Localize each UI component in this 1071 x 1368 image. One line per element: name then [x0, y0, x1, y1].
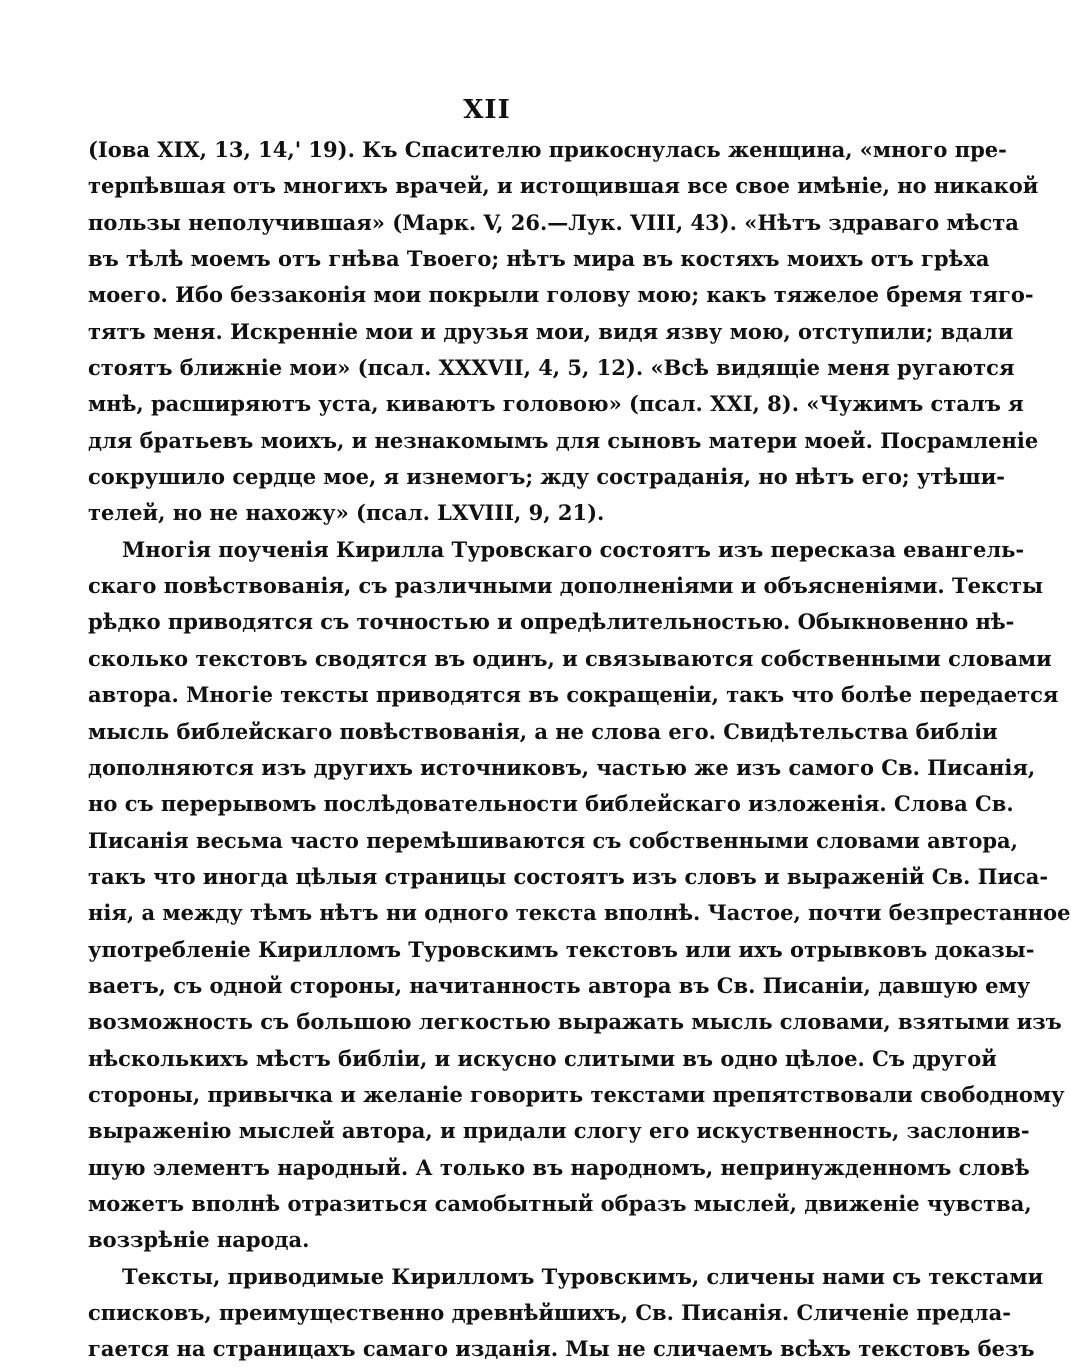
text-line: терпѣвшая отъ многихъ врачей, и истощившая все свое имѣніе, но никакой — [88, 173, 1039, 199]
text-line: нія, а между тѣмъ нѣтъ ни одного текста вполнѣ. Частое, почти безпрестанное — [88, 900, 1071, 926]
text-line: гается на страницахъ самаго изданія. Мы не сличаемъ всѣхъ текстовъ безъ — [88, 1336, 1035, 1362]
text-line: стороны, привычка и желаніе говорить текстами препятствовали свободному — [88, 1081, 1065, 1107]
text-line: телей, но не нахожу» (псал. LXVIII, 9, 21). — [88, 500, 605, 526]
text-line: сколько текстовъ сводятся въ одинъ, и связываются собственными словами — [88, 645, 1052, 671]
text-line: возможность съ большою легкостью выражать мысль словами, взятыми изъ — [88, 1009, 1062, 1035]
text-line: ваетъ, съ одной стороны, начитанность автора въ Св. Писаніи, давшую ему — [88, 972, 1031, 998]
paragraph-2 — [88, 532, 1071, 1259]
text-line: Многія поученія Кирилла Туровскаго состоятъ изъ пересказа евангель- — [122, 536, 1025, 562]
text-line: нѣсколькихъ мѣстъ библіи, и искусно слитыми въ одно цѣлое. Съ другой — [88, 1045, 997, 1071]
text-line: списковъ, преимущественно древнѣйшихъ, Св. Писанія. Сличеніе предла- — [88, 1300, 1011, 1325]
text-line: такъ что иногда цѣлыя страницы состоятъ изъ словъ и выраженій Св. Писа- — [88, 863, 1049, 889]
text-line: мысль библейскаго повѣствованія, а не слова его. Свидѣтельства библіи — [88, 718, 998, 744]
text-line: дополняются изъ другихъ источниковъ, частью же изъ самого Св. Писанія, — [88, 754, 1036, 780]
text-line: мнѣ, расширяютъ уста, киваютъ головою» (псал. XXI, 8). «Чужимъ сталъ я — [88, 391, 1024, 417]
text-line: для братьевъ моихъ, и незнакомымъ для сыновъ матери моей. Посрамленіе — [88, 427, 1039, 453]
page-number: XII — [463, 95, 511, 125]
text-line: Тексты, приводимые Кирилломъ Туровскимъ, сличены нами съ текстами — [122, 1263, 1044, 1289]
text-line: выраженію мыслей автора, и придали слогу его искуственность, заслонив- — [88, 1118, 1030, 1144]
text-line: сокрушило сердце мое, я изнемогъ; жду состраданія, но нѣтъ его; утѣши- — [88, 464, 1005, 490]
text-line: Писанія весьма часто перемѣшиваются съ собственными словами автора, — [88, 827, 1018, 853]
text-line: стоятъ ближніе мои» (псал. XXXVII, 4, 5, 12). «Всѣ видящіе меня ругаются — [88, 355, 1015, 381]
text-line: шую элементъ народный. А только въ народномъ, непринужденномъ словѣ — [88, 1154, 1030, 1180]
text-line: употребленіе Кирилломъ Туровскимъ текстовъ или ихъ отрывковъ доказы- — [88, 936, 1035, 962]
text-line: тятъ меня. Искренніе мои и друзья мои, видя язву мою, отступили; вдали — [88, 318, 1014, 344]
paragraph-1 — [88, 132, 1039, 532]
text-line: воззрѣніе народа. — [88, 1227, 310, 1253]
text-line: но съ перерывомъ послѣдовательности библейскаго изложенія. Слова Св. — [88, 791, 1014, 817]
paragraph-3 — [88, 1259, 1044, 1368]
text-line: автора. Многіе тексты приводятся въ сокращеніи, такъ что болѣе передается — [88, 682, 1059, 708]
text-line: можетъ вполнѣ отразиться самобытный образъ мыслей, движеніе чувства, — [88, 1190, 1032, 1216]
text-line: въ тѣлѣ моемъ отъ гнѣва Твоего; нѣтъ мира въ костяхъ моихъ отъ грѣха — [88, 246, 990, 272]
text-line: рѣдко приводятся съ точностью и опредѣлительностью. Обыкновенно нѣ- — [88, 609, 1015, 635]
text-line: (Іова XIX, 13, 14,' 19). Къ Спасителю прикоснулась женщина, «много пре- — [88, 137, 1007, 162]
text-line: моего. Ибо беззаконія мои покрыли голову мою; какъ тяжелое бремя тяго- — [88, 282, 1034, 308]
document-page — [88, 88, 1071, 1362]
text-line: пользы неполучившая» (Марк. V, 26.—Лук. VIII, 43). «Нѣтъ здраваго мѣста — [88, 209, 1019, 235]
text-line: скаго повѣствованія, съ различными дополненіями и объясненіями. Тексты — [88, 573, 1044, 599]
